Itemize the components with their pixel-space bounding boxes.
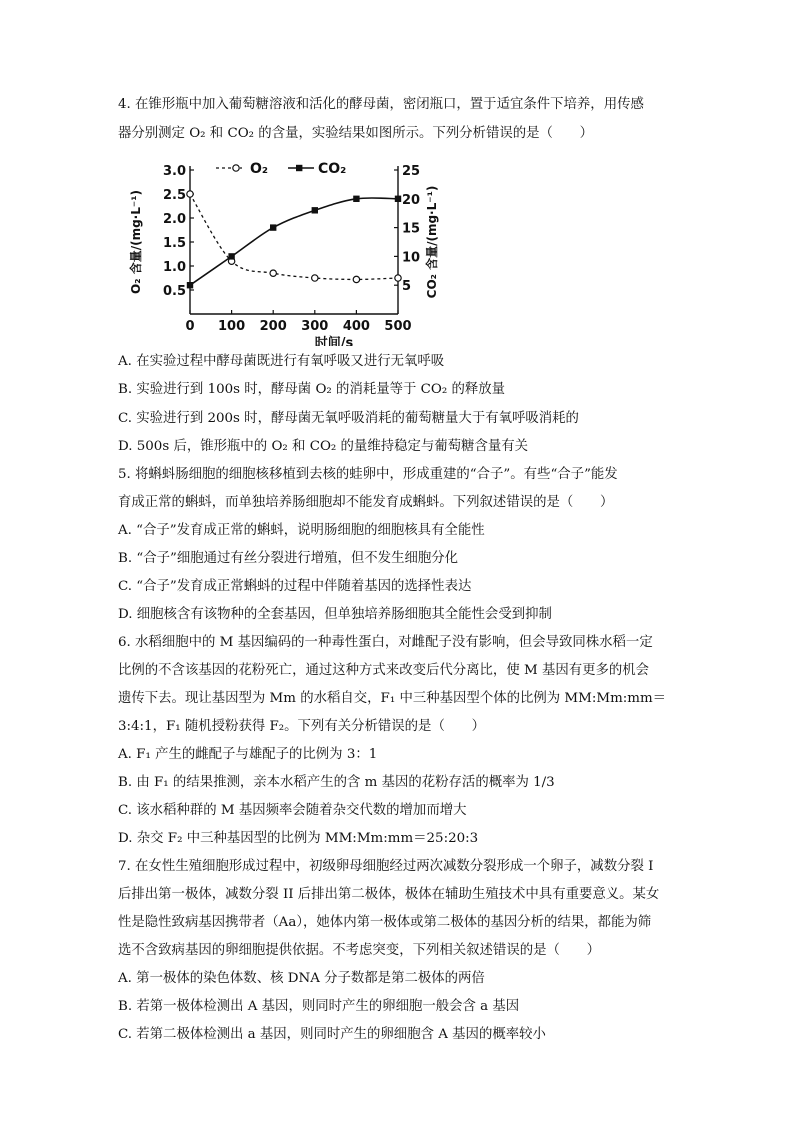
co2-point [187, 282, 193, 288]
legend-o2-label: O₂ [250, 161, 269, 177]
right-tick-label: 20 [402, 192, 421, 208]
o2-point [270, 270, 276, 276]
q5-option-b: B. “合子”细胞通过有丝分裂进行增殖，但不发生细胞分化 [118, 551, 459, 566]
q4-option-d: D. 500s 后，锥形瓶中的 O₂ 和 CO₂ 的量维持稳定与葡萄糖含量有关 [118, 439, 529, 454]
right-tick-label: 25 [402, 164, 421, 179]
left-tick-label: 1.5 [162, 236, 186, 251]
series-line-o2 [190, 194, 398, 279]
o2-point [353, 276, 359, 282]
right-y-axis-label: CO₂ 含量/(mg·L⁻¹) [425, 185, 439, 299]
q7-stem-line-4: 选不含致病基因的卵细胞提供依据。不考虑突变，下列相关叙述错误的是（ ） [118, 943, 601, 958]
q5-stem-line-2: 育成正常的蝌蚪，而单独培养肠细胞却不能发育成蝌蚪。下列叙述错误的是（ ） [118, 495, 614, 510]
left-tick-label: 2.0 [162, 212, 186, 227]
o2-point [395, 275, 401, 281]
x-tick-label: 0 [185, 319, 195, 334]
q5-option-d: D. 细胞核含有该物种的全套基因，但单独培养肠细胞其全能性会受到抑制 [118, 607, 552, 622]
q5-stem-line-1: 5. 将蝌蚪肠细胞的细胞核移植到去核的蛙卵中，形成重建的“合子”。有些“合子”能发 [118, 467, 618, 482]
o2-point [312, 275, 318, 281]
co2-point [270, 224, 276, 230]
x-tick-label: 300 [301, 319, 329, 334]
left-y-axis-label: O₂ 含量/(mg·L⁻¹) [129, 190, 143, 294]
x-tick-label: 400 [342, 319, 370, 334]
co2-point [228, 253, 234, 259]
x-axis-label: 时间/s [314, 336, 354, 346]
right-tick-label: 5 [402, 279, 412, 295]
left-tick-label: 3.0 [162, 164, 186, 179]
legend-co2-marker [296, 165, 302, 171]
left-tick-label: 1.0 [162, 260, 186, 275]
q6-stem-line-2: 比例的不含该基因的花粉死亡，通过这种方式来改变后代分离比，使 M 基因有更多的机会 [118, 663, 650, 678]
q4-stem-line-2: 器分别测定 O₂ 和 CO₂ 的含量，实验结果如图所示。下列分析错误的是（ ） [118, 126, 594, 141]
x-tick-label: 200 [259, 319, 287, 334]
series-line-co2 [190, 198, 398, 285]
legend-co2-label: CO₂ [318, 161, 347, 177]
left-tick-label: 0.5 [162, 284, 186, 299]
co2-point [395, 196, 401, 202]
legend-o2-marker [233, 165, 239, 171]
q4-stem-line-1: 4. 在锥形瓶中加入葡萄糖溶液和活化的酵母菌，密闭瓶口，置于适宜条件下培养，用传感 [118, 97, 644, 112]
q7-stem-line-2: 后排出第一极体，减数分裂 II 后排出第二极体，极体在辅助生殖技术中具有重要意义。某女 [118, 887, 660, 902]
right-tick-label: 15 [402, 221, 421, 237]
q6-option-d: D. 杂交 F₂ 中三种基因型的比例为 MM:Mm:mm＝25:20:3 [118, 831, 479, 846]
q7-option-c: C. 若第二极体检测出 a 基因，则同时产生的卵细胞含 A 基因的概率较小 [118, 1027, 546, 1042]
x-tick-label: 500 [384, 319, 412, 334]
o2-co2-line-chart [118, 156, 448, 346]
q6-option-b: B. 由 F₁ 的结果推测，亲本水稻产生的含 m 基因的花粉存活的概率为 1/3 [118, 775, 555, 790]
q4-chart [118, 156, 448, 346]
q6-stem-line-3: 遗传下去。现让基因型为 Mm 的水稻自交，F₁ 中三种基因型个体的比例为 MM:Mm:mm＝ [118, 691, 667, 706]
q4-option-b: B. 实验进行到 100s 时，酵母菌 O₂ 的消耗量等于 CO₂ 的释放量 [118, 382, 506, 397]
q4-option-c: C. 实验进行到 200s 时，酵母菌无氧呼吸消耗的葡萄糖量大于有氧呼吸消耗的 [118, 411, 579, 426]
q6-stem-line-1: 6. 水稻细胞中的 M 基因编码的一种毒性蛋白，对雌配子没有影响，但会导致同株水稻一定 [118, 635, 653, 650]
q7-stem-line-3: 性是隐性致病基因携带者（Aa），她体内第一极体或第二极体的基因分析的结果，都能为筛 [118, 915, 652, 930]
q4-option-a: A. 在实验过程中酵母菌既进行有氧呼吸又进行无氧呼吸 [118, 354, 445, 369]
x-tick-label: 100 [218, 319, 246, 334]
q7-option-b: B. 若第一极体检测出 A 基因，则同时产生的卵细胞一般会含 a 基因 [118, 999, 520, 1014]
q6-stem-line-4: 3:4:1，F₁ 随机授粉获得 F₂。下列有关分析错误的是（ ） [118, 719, 486, 734]
left-tick-label: 2.5 [162, 188, 186, 203]
o2-point [187, 191, 193, 197]
q5-option-c: C. “合子”发育成正常蝌蚪的过程中伴随着基因的选择性表达 [118, 579, 472, 594]
q6-option-c: C. 该水稻种群的 M 基因频率会随着杂交代数的增加而增大 [118, 803, 467, 818]
co2-point [312, 207, 318, 213]
q7-stem-line-1: 7. 在女性生殖细胞形成过程中，初级卵母细胞经过两次减数分裂形成一个卵子，减数分裂 I [118, 859, 654, 874]
right-tick-label: 10 [402, 250, 421, 266]
co2-point [353, 196, 359, 202]
q6-option-a: A. F₁ 产生的雌配子与雄配子的比例为 3：1 [118, 747, 378, 762]
q7-option-a: A. 第一极体的染色体数、核 DNA 分子数都是第二极体的两倍 [118, 971, 485, 986]
q5-option-a: A. “合子”发育成正常的蝌蚪，说明肠细胞的细胞核具有全能性 [118, 523, 485, 538]
